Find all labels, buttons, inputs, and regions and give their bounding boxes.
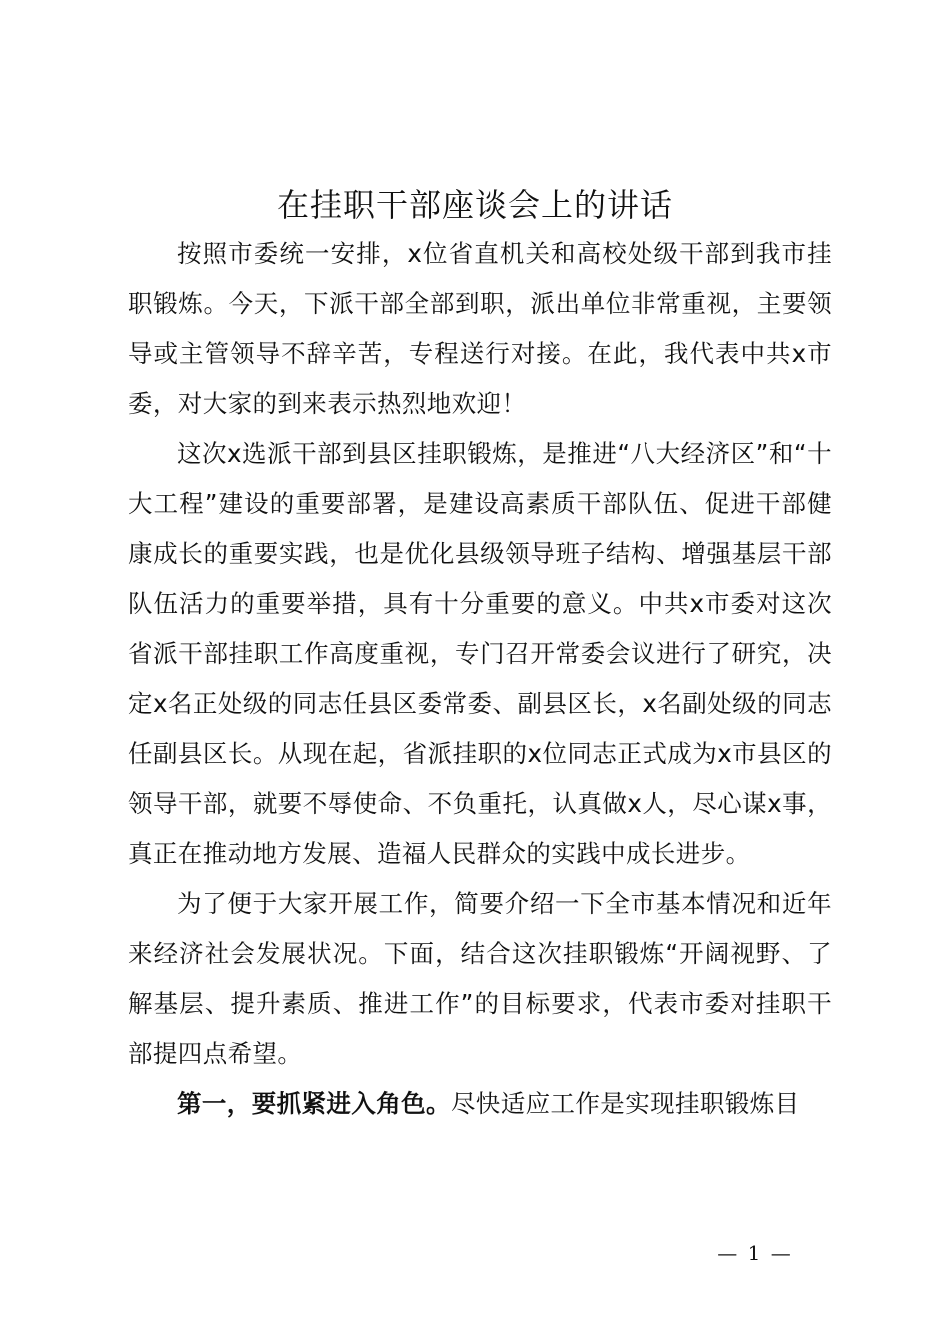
paragraph-4 [128, 1079, 832, 1129]
page-number: — 1 — [717, 1241, 793, 1265]
paragraph-2 [128, 429, 832, 879]
paragraph-1 [128, 229, 832, 429]
paragraph-text: 为了便于大家开展工作，简要介绍一下全市基本情况和近年来经济社会发展状况。下面，结合这次挂职锻炼“开阔视野、了解基层、提升素质、推进工作”的目标要求，代表市委对挂职干部提四点希望。 [128, 889, 832, 1068]
document-body [128, 229, 832, 1129]
paragraph-text: 按照市委统一安排，x位省直机关和高校处级干部到我市挂职锻炼。今天，下派干部全部到职，派出单位非常重视，主要领导或主管领导不辞辛苦，专程送行对接。在此，我代表中共x市委，对大家的到来表示热烈地欢迎！ [128, 239, 832, 418]
document-title: 在挂职干部座谈会上的讲话 [276, 186, 673, 224]
paragraph-text: 这次x选派干部到县区挂职锻炼，是推进“八大经济区”和“十大工程”建设的重要部署，是建设高素质干部队伍、促进干部健康成长的重要实践，也是优化县级领导班子结构、增强基层干部队伍活力的重要举措，具有十分重要的意义。中共x市委对这次省派干部挂职工作高度重视，专门召开常委会议进行了研究，决定x名正处级的同志任县区委常委、副县区长，x名副处级的同志任副县区长。从现在起，省派挂职的x位同志正式成为x市县区的领导干部，就要不辱使命、不负重托，认真做x人，尽心谋x事，真正在推动地方发展、造福人民群众的实践中成长进步。 [128, 439, 832, 868]
paragraph-text: 尽快适应工作是实现挂职锻炼目 [450, 1089, 800, 1118]
paragraph-lead-heading: 第一，要抓紧进入角色。 [177, 1089, 451, 1118]
paragraph-3 [128, 879, 832, 1079]
